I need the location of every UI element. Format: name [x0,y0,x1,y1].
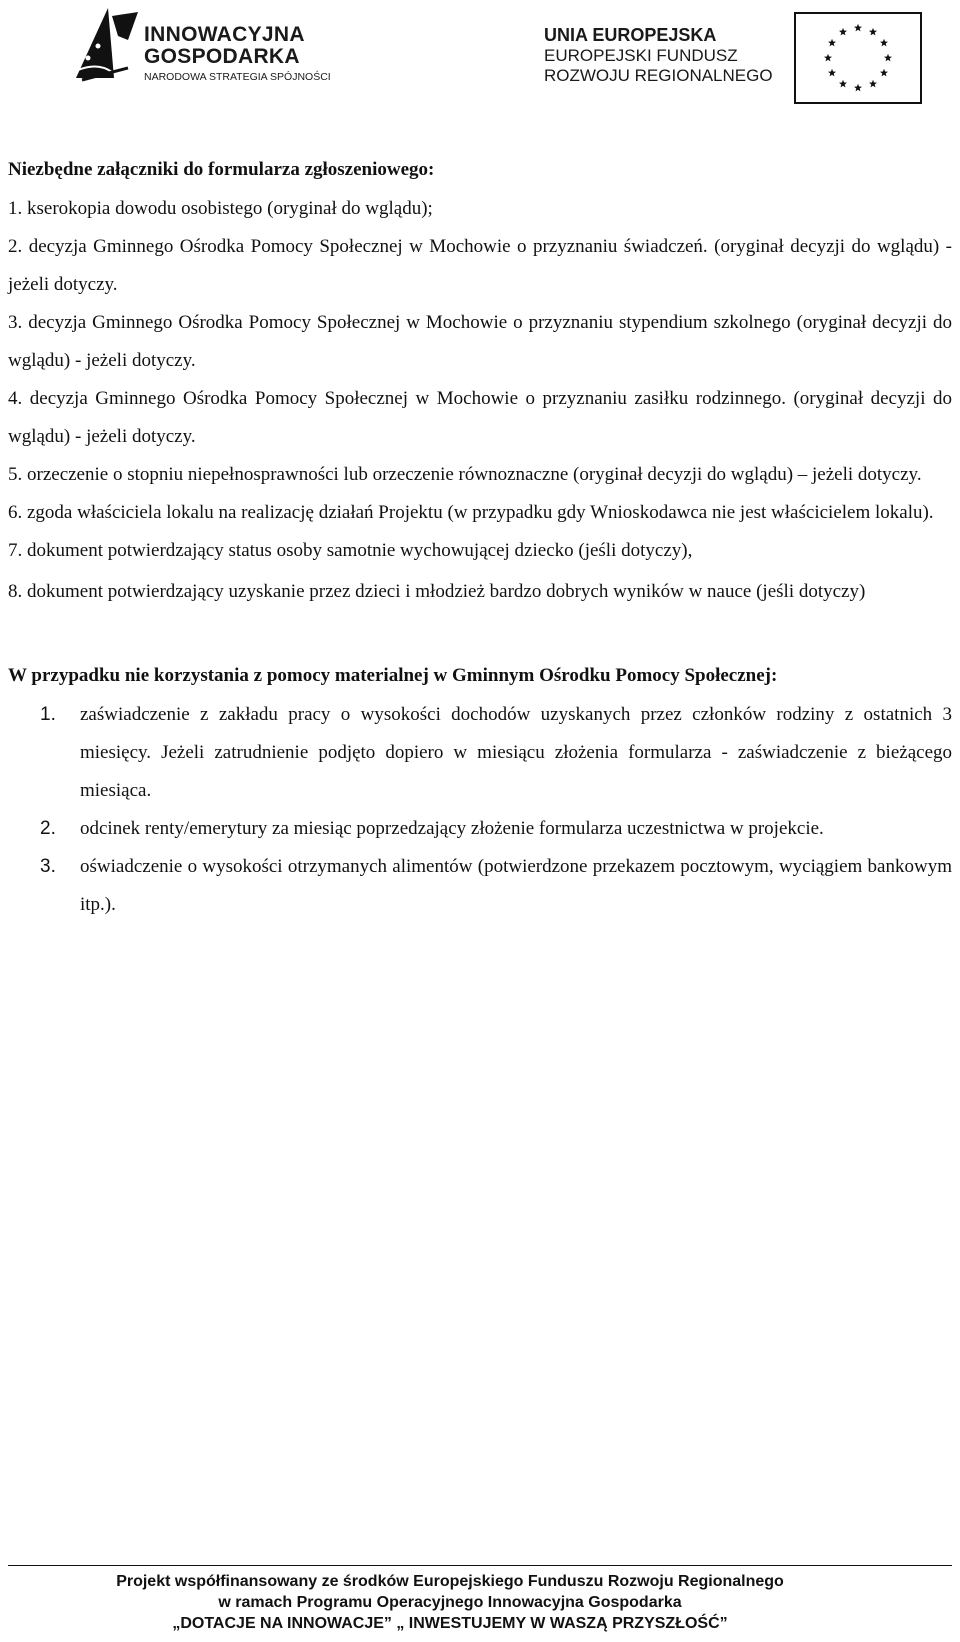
logo-title-line1: INNOWACYJNA [144,23,305,46]
logo-subtitle: NARODOWA STRATEGIA SPÓJNOŚCI [144,71,331,83]
no-assistance-list [8,696,952,924]
innowacyjna-gospodarka-logo [62,4,362,94]
eu-star-icon [839,28,847,36]
eu-star-icon [824,54,832,62]
attachment-item-2: 2. decyzja Gminnego Ośrodka Pomocy Społecznej w Mochowie o przyznaniu świadczeń. (oryginał decyzji do wglądu) - jeżeli dotyczy. [8,236,952,295]
list-item-text: odcinek renty/emerytury za miesiąc poprzedzający złożenie formularza uczestnictwa w projekcie. [80,818,824,839]
list-item-number: 2. [40,818,56,839]
attachment-item-4: 4. decyzja Gminnego Ośrodka Pomocy Społecznej w Mochowie o przyznaniu zasiłku rodzinnego. (oryginał decyzji do wglądu) - jeżeli dotyczy. [8,388,952,447]
eu-star-icon [828,69,836,77]
footer-line1: Projekt współfinansowany ze środków Europejskiego Funduszu Rozwoju Regionalnego [116,1573,784,1590]
footer-line2: w ramach Programu Operacyjnego Innowacyjna Gospodarka [218,1594,682,1611]
list-item [8,848,952,924]
eu-star-icon [854,84,862,92]
list-item [8,810,952,848]
eu-star-icon [854,24,862,32]
footer-divider [8,1565,952,1566]
attachment-item-6: 6. zgoda właściciela lokalu na realizację działań Projektu (w przypadku gdy Wnioskodawca nie jest właścicielem lokalu). [8,502,934,523]
attachment-item-8: 8. dokument potwierdzający uzyskanie przez dzieci i młodzież bardzo dobrych wyników w nauce (jeśli dotyczy) [8,581,866,602]
no-assistance-heading: W przypadku nie korzystania z pomocy materialnej w Gminnym Ośrodku Pomocy Społecznej: [8,665,778,686]
no-assistance-section [8,656,952,924]
attachment-item-7: 7. dokument potwierdzający status osoby samotnie wychowującej dziecko (jeśli dotyczy), [8,540,693,561]
document-body [8,150,952,924]
eu-logo [544,8,930,104]
eu-star-icon [869,80,877,88]
eu-flag-icon [794,12,922,104]
attachment-item-1: 1. kserokopia dowodu osobistego (oryginał do wglądu); [8,198,433,219]
list-item-number: 1. [40,704,56,725]
eu-fund-line2: ROZWOJU REGIONALNEGO [544,66,773,85]
list-item-text: oświadczenie o wysokości otrzymanych alimentów (potwierdzone przekazem pocztowym, wyciągiem bankowym itp.). [80,856,952,915]
eu-star-icon [880,39,888,47]
list-item-text: zaświadczenie z zakładu pracy o wysokości dochodów uzyskanych przez członków rodziny z ostatnich 3 miesięcy. Jeżeli zatrudnienie podjęto dopiero w miesiącu złożenia formularza - zaświadczenie z bieżącego miesiąca. [80,704,952,801]
eu-star-icon [839,80,847,88]
innowacyjna-gospodarka-icon [68,6,140,88]
eu-star-icon [828,39,836,47]
eu-star-icon [880,69,888,77]
eu-star-icon [869,28,877,36]
footer-line3: „DOTACJE NA INNOWACJE” „ INWESTUJEMY W WASZĄ PRZYSZŁOŚĆ” [172,1615,728,1632]
eu-fund-line1: EUROPEJSKI FUNDUSZ [544,46,738,65]
eu-title: UNIA EUROPEJSKA [544,25,717,45]
attachment-item-3: 3. decyzja Gminnego Ośrodka Pomocy Społecznej w Mochowie o przyznaniu stypendium szkolnego (oryginał decyzji do wglądu) - jeżeli dotyczy. [8,312,952,371]
list-item-number: 3. [40,856,56,877]
logo-title-line2: GOSPODARKA [144,45,300,68]
eu-star-icon [884,54,892,62]
list-item [8,696,952,810]
attachment-item-5: 5. orzeczenie o stopniu niepełnosprawności lub orzeczenie równoznaczne (oryginał decyzji do wglądu) – jeżeli dotyczy. [8,464,922,485]
document-header [0,0,960,120]
attachments-heading: Niezbędne załączniki do formularza zgłoszeniowego: [8,159,435,180]
